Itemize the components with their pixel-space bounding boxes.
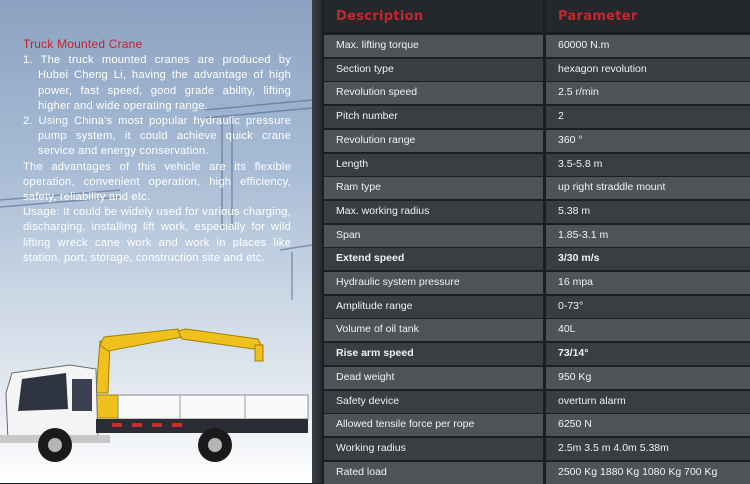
parameter-cell — [546, 319, 750, 341]
parameter-cell — [546, 59, 750, 81]
description-text: Max. lifting torque — [336, 39, 419, 51]
description-cell — [324, 319, 543, 341]
description-cell — [324, 35, 543, 57]
intro-paragraph-1: 1. The truck mounted cranes are produced by Hubei Cheng Li, having the advantage of high power, fast speed, good grade ability, lifting higher and wide operating range. — [23, 54, 291, 112]
description-cell — [324, 154, 543, 176]
parameter-text: overturn alarm — [558, 394, 626, 407]
parameter-text: 16 mpa — [558, 276, 594, 288]
description-text: Revolution range — [336, 133, 416, 146]
intro-heading: Truck Mounted Crane — [23, 37, 143, 51]
parameter-cell — [546, 225, 750, 247]
truck-crane-illustration — [0, 323, 312, 483]
table-row — [322, 130, 750, 152]
table-row — [322, 319, 750, 341]
description-text: Length — [336, 157, 369, 170]
parameter-cell — [546, 106, 750, 128]
table-row — [322, 106, 750, 128]
header-description-cell — [324, 0, 543, 32]
header-parameter: Parameter — [558, 9, 638, 24]
header-description: Description — [336, 9, 424, 24]
description-text: Dead weight — [336, 370, 395, 383]
description-cell — [324, 343, 543, 365]
description-cell — [324, 59, 543, 81]
description-text: Revolution speed — [336, 86, 418, 99]
intro-paragraph-2: 2. Using China's most popular hydraulic pressure pump system, it could achieve quick crane service and energy conservation. — [23, 115, 291, 158]
parameter-text: up right straddle mount — [558, 181, 666, 194]
table-row — [322, 438, 750, 460]
table-row — [322, 272, 750, 294]
table-row — [322, 296, 750, 318]
description-cell — [324, 391, 543, 413]
description-text: Extend speed — [336, 252, 405, 265]
parameter-cell — [546, 35, 750, 57]
parameter-cell — [546, 130, 750, 152]
parameter-text: 3/30 m/s — [558, 252, 600, 265]
header-parameter-cell — [546, 0, 750, 32]
description-text: Section type — [336, 62, 394, 75]
description-cell — [324, 296, 543, 318]
parameter-text: 0-73° — [558, 299, 584, 312]
description-text: Span — [336, 228, 361, 241]
parameter-text: hexagon revolution — [558, 62, 647, 75]
table-row — [322, 59, 750, 81]
description-text: Volume of oil tank — [336, 323, 419, 336]
parameter-text: 5.38 m — [558, 204, 591, 217]
parameter-cell — [546, 248, 750, 270]
description-cell — [324, 82, 543, 104]
parameter-cell — [546, 296, 750, 318]
description-cell — [324, 462, 543, 484]
description-text: Ram type — [336, 181, 381, 194]
description-cell — [324, 367, 543, 389]
parameter-text: 1.85-3.1 m — [558, 228, 609, 241]
parameter-cell — [546, 367, 750, 389]
description-text: Allowed tensile force per rope — [336, 418, 475, 431]
parameter-cell — [546, 272, 750, 294]
parameter-cell — [546, 438, 750, 460]
panel-divider — [312, 0, 322, 483]
parameter-text: 40L — [558, 323, 576, 336]
parameter-text: 6250 N — [558, 418, 592, 431]
table-row — [322, 35, 750, 57]
table-row — [322, 391, 750, 413]
poster-panel — [0, 0, 312, 483]
description-cell — [324, 106, 543, 128]
description-text: Rise arm speed — [336, 347, 414, 360]
parameter-text: 73/14° — [558, 347, 589, 360]
description-cell — [324, 177, 543, 199]
parameter-cell — [546, 462, 750, 484]
parameter-text: 2.5m 3.5 m 4.0m 5.38m — [558, 441, 669, 454]
parameter-cell — [546, 391, 750, 413]
table-row — [322, 414, 750, 436]
parameter-text: 950 Kg — [558, 370, 592, 383]
parameter-cell — [546, 82, 750, 104]
parameter-cell — [546, 414, 750, 436]
parameter-text: 60000 N.m — [558, 39, 610, 51]
parameter-text: 360 ° — [558, 133, 583, 146]
description-cell — [324, 248, 543, 270]
description-text: Safety device — [336, 394, 400, 407]
description-text: Pitch number — [336, 110, 398, 123]
table-row — [322, 462, 750, 484]
parameter-cell — [546, 201, 750, 223]
intro-paragraph-4: Usage: It could be widely used for various charging, discharging, installing lift work, especially for wild lifting wreck cane work and work in places like station, port, storage, construction site and etc. — [23, 206, 291, 264]
description-text: Rated load — [336, 465, 387, 478]
table-row — [322, 82, 750, 104]
description-cell — [324, 414, 543, 436]
description-text: Max. working radius — [336, 204, 430, 217]
spec-table — [322, 0, 750, 483]
parameter-text: 2500 Kg 1880 Kg 1080 Kg 700 Kg — [558, 465, 718, 478]
description-cell — [324, 130, 543, 152]
description-cell — [324, 272, 543, 294]
description-cell — [324, 225, 543, 247]
parameter-text: 2 — [558, 110, 564, 123]
description-cell — [324, 201, 543, 223]
table-row — [322, 154, 750, 176]
parameter-cell — [546, 177, 750, 199]
description-text: Working radius — [336, 441, 406, 454]
intro-paragraph-3: The advantages of this vehicle are its flexible operation, convenient operation, high efficiency, safety, reliability and etc. — [23, 160, 291, 204]
table-row — [322, 225, 750, 247]
description-text: Amplitude range — [336, 299, 413, 312]
table-row — [322, 367, 750, 389]
truck-wheels — [38, 428, 232, 462]
table-row — [322, 248, 750, 270]
description-text: Hydraulic system pressure — [336, 276, 460, 288]
table-row — [322, 201, 750, 223]
table-row — [322, 343, 750, 365]
parameter-text: 3.5-5.8 m — [558, 157, 603, 170]
table-row — [322, 177, 750, 199]
parameter-cell — [546, 343, 750, 365]
description-cell — [324, 438, 543, 460]
parameter-cell — [546, 154, 750, 176]
intro-text — [23, 37, 291, 266]
parameter-text: 2.5 r/min — [558, 86, 599, 99]
